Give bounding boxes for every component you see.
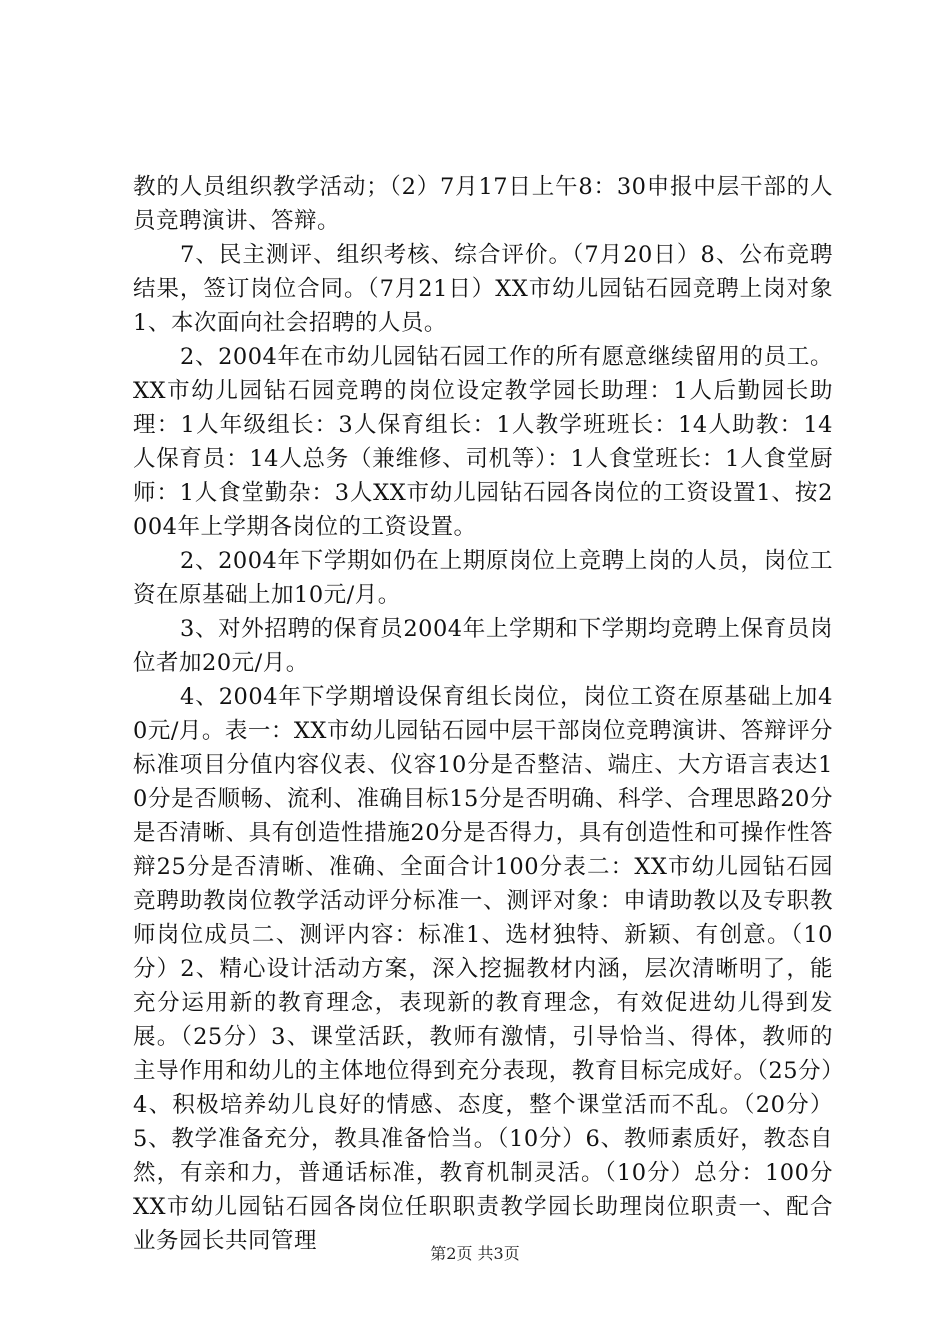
page-footer: 第2页 共3页 [430,1244,520,1263]
paragraph-4: 2、2004年下学期如仍在上期原岗位上竞聘上岗的人员，岗位工资在原基础上加10元/月。 [133,548,833,608]
paragraph-6: 4、2004年下学期增设保育组长岗位，岗位工资在原基础上加40元/月。表一：XX市幼儿园钻石园中层干部岗位竞聘演讲、答辩评分标准项目分值内容仪表、仪容10分是否整洁、端庄、大方语言表达10分是否顺畅、流利、准确目标15分是否明确、科学、合理思路20分是否清晰、具有创造性措施20分是否得力，具有创造性和可操作性答辩25分是否清晰、准确、全面合计100分表二：XX市幼儿园钻石园竞聘助教岗位教学活动评分标准一、测评对象：申请助教以及专职教师岗位成员二、测评内容：标准1、选材独特、新颖、有创意。（10分）2、精心设计活动方案，深入挖掘教材内涵，层次清晰明了，能充分运用新的教育理念，表现新的教育理念，有效促进幼儿得到发展。（25分）3、课堂活跃，教师有激情，引导恰当、得体，教师的主导作用和幼儿的主体地位得到充分表现，教育目标完成好。（25分）4、积极培养幼儿良好的情感、态度，整个课堂活而不乱。（20分）5、教学准备充分，教具准备恰当。（10分）6、教师素质好，教态自然，有亲和力，普通话标准，教育机制灵活。（10分）总分：100分XX市幼儿园钻石园各岗位任职职责教学园长助理岗位职责一、配合业务园长共同管理 [133,684,833,1254]
paragraph-5: 3、对外招聘的保育员2004年上学期和下学期均竞聘上保育员岗位者加20元/月。 [133,616,833,676]
paragraph-3: 2、2004年在市幼儿园钻石园工作的所有愿意继续留用的员工。XX市幼儿园钻石园竞聘的岗位设定教学园长助理：1人后勤园长助理：1人年级组长：3人保育组长：1人教学班班长：14人助教：14人保育员：14人总务（兼维修、司机等）：1人食堂班长：1人食堂厨师：1人食堂勤杂：3人XX市幼儿园钻石园各岗位的工资设置1、按2004年上学期各岗位的工资设置。 [133,344,833,540]
paragraph-1: 教的人员组织教学活动；（2）7月17日上午8：30申报中层干部的人员竞聘演讲、答辩。 [133,174,833,234]
paragraph-2: 7、民主测评、组织考核、综合评价。（7月20日）8、公布竞聘结果，签订岗位合同。（7月21日）XX市幼儿园钻石园竞聘上岗对象1、本次面向社会招聘的人员。 [133,242,833,336]
document-body [133,170,833,1258]
